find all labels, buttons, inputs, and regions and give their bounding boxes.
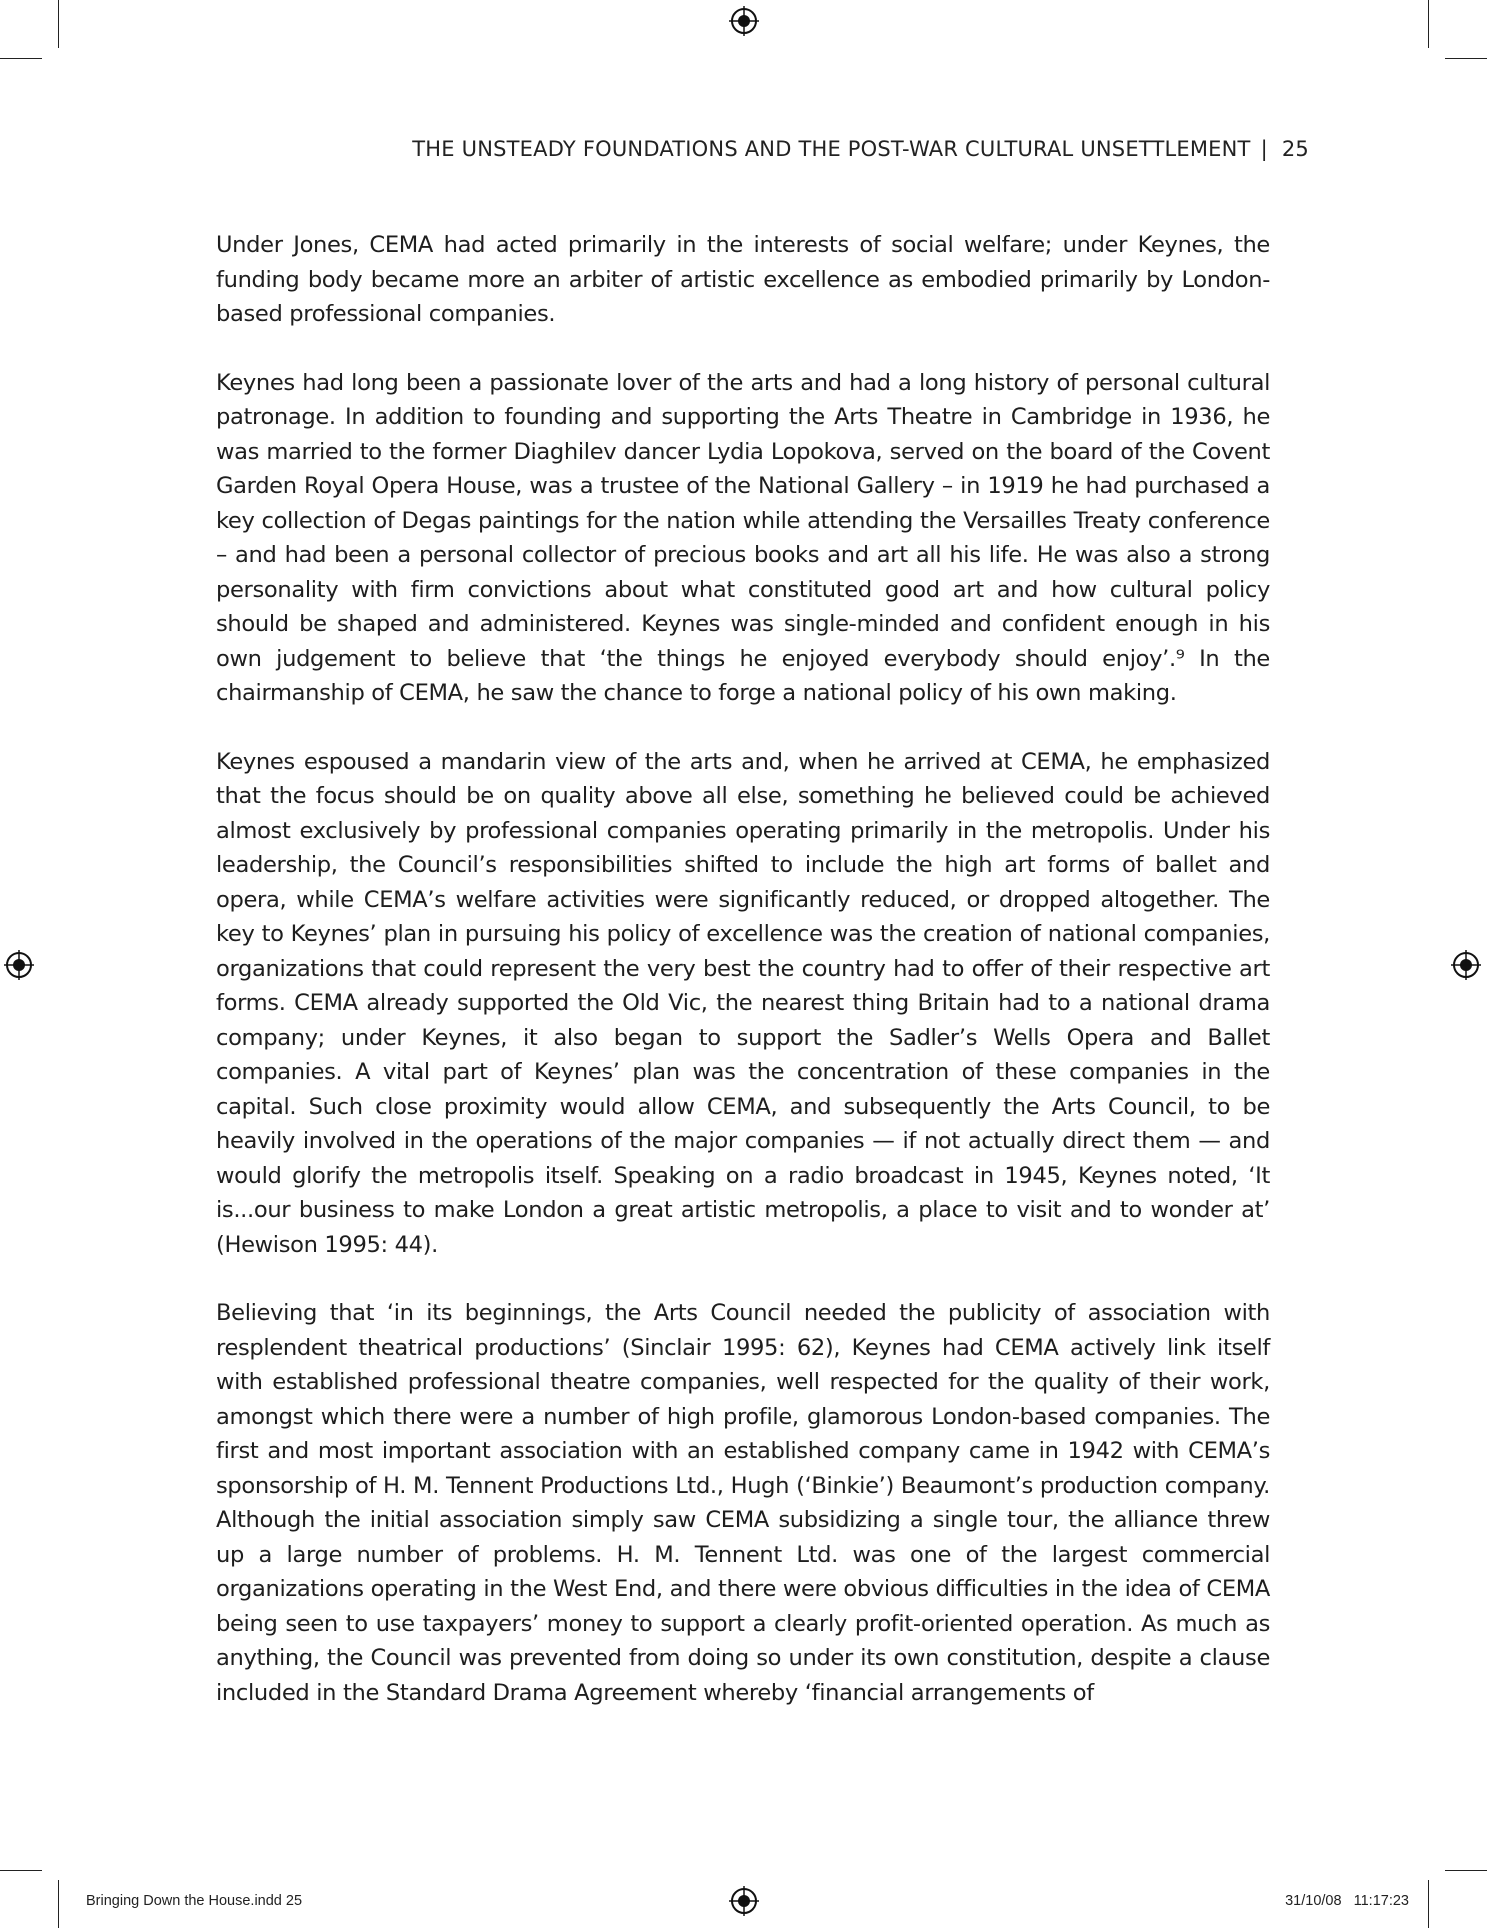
crop-mark-top-right-h (1445, 58, 1487, 59)
crop-mark-top-right-v (1428, 0, 1429, 48)
crop-mark-bottom-left-v (58, 1880, 59, 1928)
registration-mark-icon (729, 1886, 759, 1916)
crop-mark-bottom-left-h (0, 1870, 42, 1871)
paragraph: Keynes espoused a mandarin view of the arts and, when he arrived at CEMA, he emphasized that the focus should be on quality above all else, something he believed could be achieved almost exclusively by professional companies operating primarily in the metropolis. Under his leadership, the Council’s responsibilities shifted to include the high art forms of ballet and opera, while CEMA’s welfare activities were significantly reduced, or dropped altogether. The key to Keynes’ plan in pursuing his policy of excellence was the creation of national companies, organizations that could represent the very best the country had to offer of their respective art forms. CEMA already supported the Old Vic, the nearest thing Britain had to a national drama company; under Keynes, it also began to support the Sadler’s Wells Opera and Ballet companies. A vital part of Keynes’ plan was the concentration of these companies in the capital. Such close proximity would allow CEMA, and subsequently the Arts Council, to be heavily involved in the operations of the major companies — if not actually direct them — and would glorify the metropolis itself. Speaking on a radio broadcast in 1945, Keynes noted, ‘It is...our business to make London a great artistic metropolis, a place to visit and to wonder at’ (Hewison 1995: 44). (216, 748, 1270, 1258)
registration-mark-icon (729, 6, 759, 36)
crop-mark-bottom-right-v (1428, 1880, 1429, 1928)
paragraph: Keynes had long been a passionate lover of the arts and had a long history of personal cultural patronage. In addition to founding and supporting the Arts Theatre in Cambridge in 1936, he was married to the former Diaghilev dancer Lydia Lopokova, served on the board of the Covent Garden Royal Opera House, was a trustee of the National Gallery – in 1919 he had purchased a key collection of Degas paintings for the nation while attending the Versailles Treaty conference – and had been a personal collector of precious books and art all his life. He was also a strong personality with firm convictions about what constituted good art and how cultural policy should be shaped and administered. Keynes was single-minded and confident enough in his own judgement to believe that ‘the things he enjoyed everybody should enjoy’.⁹ In the chairmanship of CEMA, he saw the chance to forge a national policy of his own making. (216, 369, 1270, 706)
crop-mark-bottom-right-h (1445, 1870, 1487, 1871)
crop-mark-top-left-v (58, 0, 59, 48)
running-head-separator: | (1260, 137, 1268, 161)
running-title: THE UNSTEADY FOUNDATIONS AND THE POST-WAR CULTURAL UNSETTLEMENT (412, 137, 1251, 161)
body-text (216, 228, 1270, 1744)
registration-mark-icon (4, 950, 34, 980)
paragraph: Under Jones, CEMA had acted primarily in the interests of social welfare; under Keynes, the funding body became more an arbiter of artistic excellence as embodied primarily by London-based professional companies. (216, 232, 1270, 327)
footer-file-info: Bringing Down the House.indd 25 (86, 1893, 303, 1909)
footer-date-time: 31/10/08 11:17:23 (1285, 1893, 1409, 1909)
paragraph: Believing that ‘in its beginnings, the Arts Council needed the publicity of association with resplendent theatrical productions’ (Sinclair 1995: 62), Keynes had CEMA actively link itself with established professional theatre companies, well respected for the quality of their work, amongst which there were a number of high profile, glamorous London-based companies. The first and most important association with an established company came in 1942 with CEMA’s sponsorship of H. M. Tennent Productions Ltd., Hugh (‘Binkie’) Beaumont’s production company. Although the initial association simply saw CEMA subsidizing a single tour, the alliance threw up a large number of problems. H. M. Tennent Ltd. was one of the largest commercial organizations operating in the West End, and there were obvious difficulties in the idea of CEMA being seen to use taxpayers’ money to support a clearly profit-oriented operation. As much as anything, the Council was prevented from doing so under its own constitution, despite a clause included in the Standard Drama Agreement whereby ‘financial arrangements of (216, 1300, 1270, 1706)
page-number: 25 (1281, 137, 1309, 161)
crop-mark-top-left-h (0, 58, 42, 59)
registration-mark-icon (1451, 950, 1481, 980)
running-head (412, 137, 1309, 161)
